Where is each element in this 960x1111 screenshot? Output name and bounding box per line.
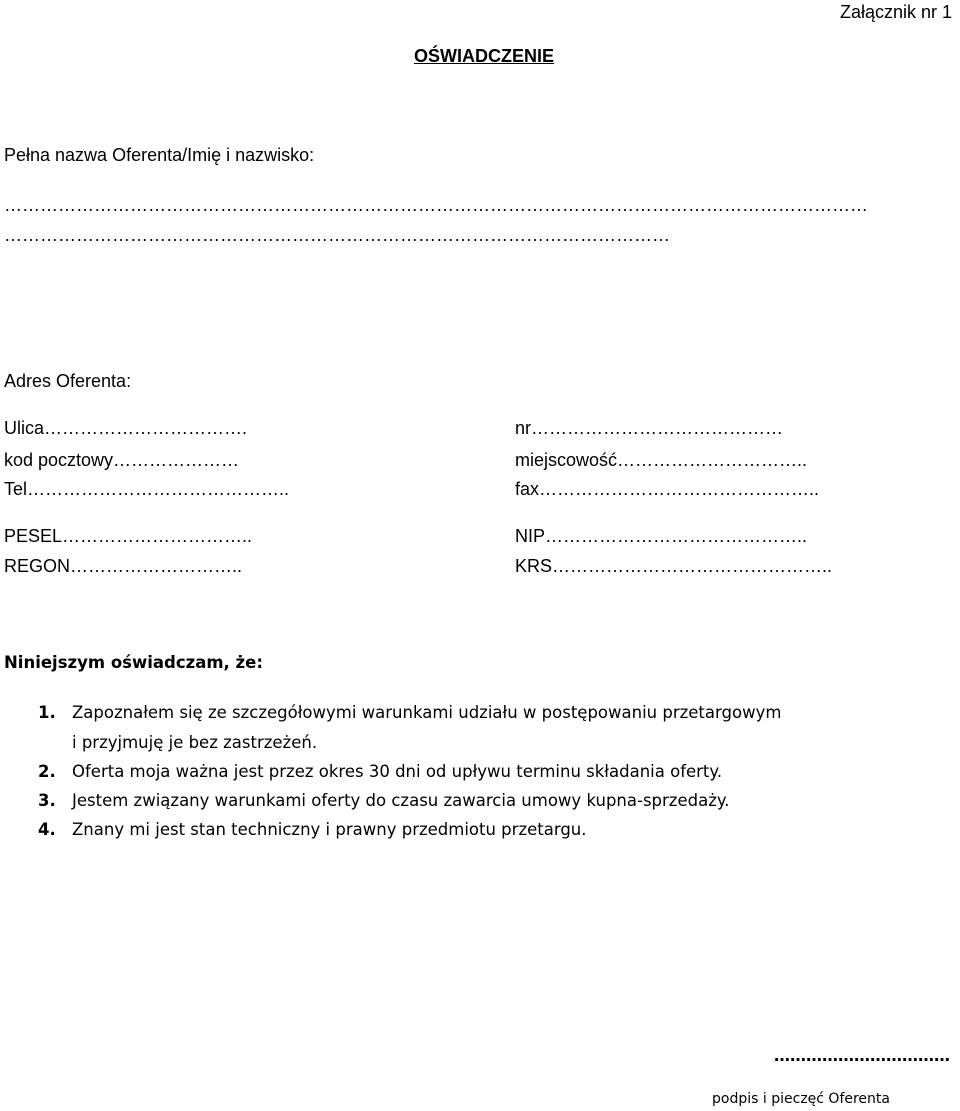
declaration-text-continued: i przyjmuję je bez zastrzeżeń. xyxy=(72,733,318,752)
field-ulica: Ulica……………………………. xyxy=(4,418,248,438)
declaration-text: Znany mi jest stan techniczny i prawny przedmiotu przetargu. xyxy=(72,820,587,839)
signature-label: podpis i pieczęć Oferenta xyxy=(712,1091,890,1107)
declaration-text: Zapoznałem się ze szczegółowymi warunkami udziału w postępowaniu przetargowym xyxy=(72,703,782,722)
signature-line: …………………………… xyxy=(774,1046,950,1065)
field-krs: KRS……………………………………….. xyxy=(515,556,833,576)
declaration-number: 2. xyxy=(38,762,56,781)
field-fax: fax……………………………………….. xyxy=(515,479,820,499)
declaration-number: 3. xyxy=(38,791,56,810)
field-kod-pocztowy: kod pocztowy………………… xyxy=(4,450,240,470)
name-label: Pełna nazwa Oferenta/Imię i nazwisko: xyxy=(4,145,315,165)
field-miejscowosc: miejscowość………………………….. xyxy=(515,450,808,470)
field-nip: NIP…………………………………….. xyxy=(515,526,808,546)
document-title: OŚWIADCZENIE xyxy=(414,46,555,66)
declaration-text: Oferta moja ważna jest przez okres 30 dni od upływu terminu składania oferty. xyxy=(72,762,723,781)
attachment-label: Załącznik nr 1 xyxy=(839,2,952,22)
address-label: Adres Oferenta: xyxy=(4,371,132,391)
field-tel: Tel…………………………………….. xyxy=(4,479,290,499)
declaration-text: Jestem związany warunkami oferty do czasu zawarcia umowy kupna-sprzedaży. xyxy=(72,791,730,810)
field-pesel: PESEL………………………….. xyxy=(4,526,253,546)
declaration-number: 1. xyxy=(38,703,56,722)
name-line-2: ………………………………………………………………………………………………… xyxy=(4,225,670,245)
field-nr: nr…………………………………… xyxy=(515,418,784,438)
field-regon: REGON……………………….. xyxy=(4,556,243,576)
declaration-heading: Niniejszym oświadczam, że: xyxy=(4,653,263,672)
name-line-1: ……………………………………………………………………………………………………………………………… xyxy=(4,195,868,215)
declaration-number: 4. xyxy=(38,820,56,839)
